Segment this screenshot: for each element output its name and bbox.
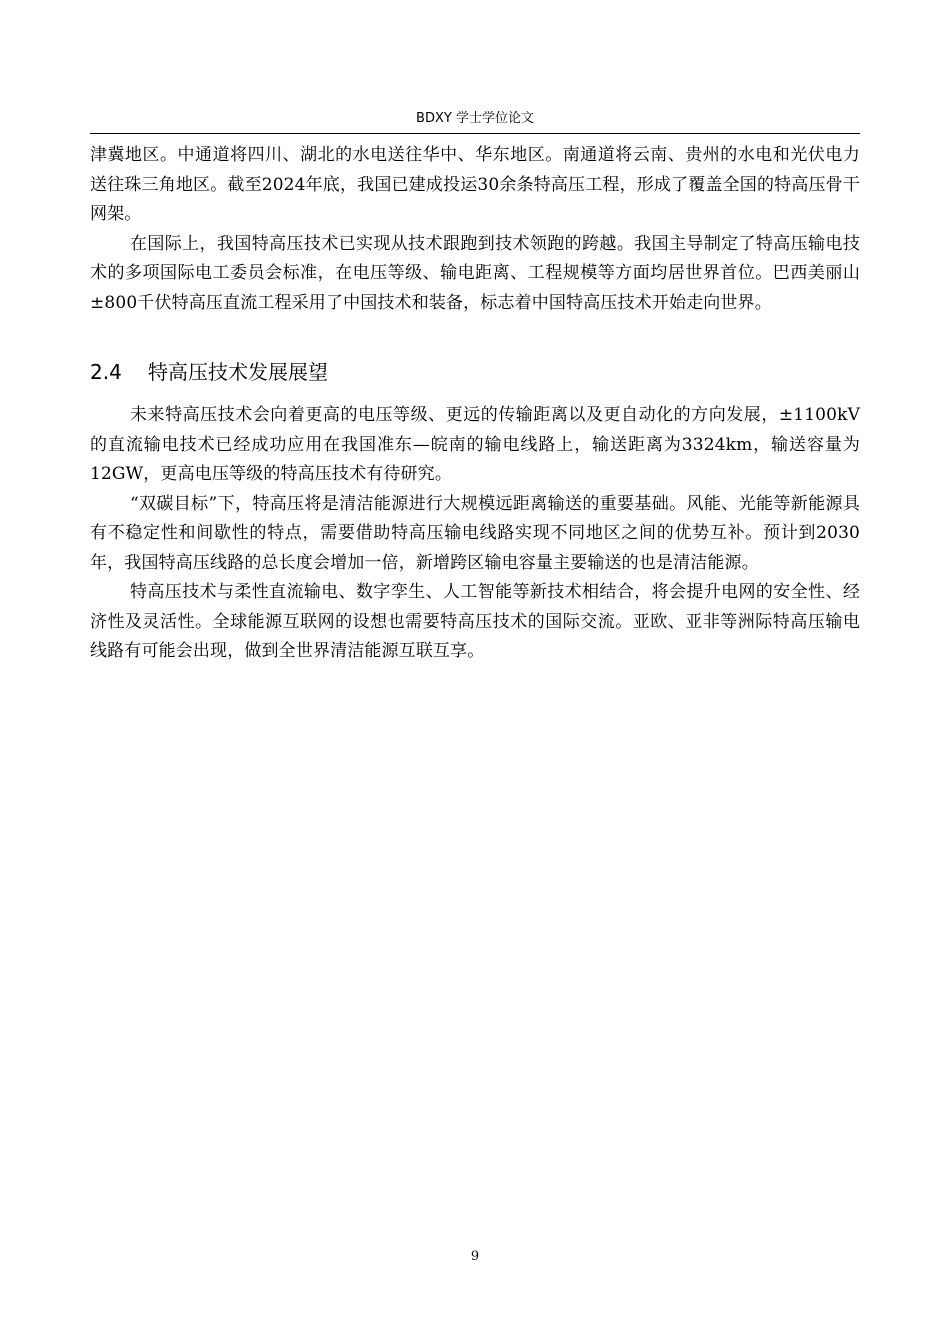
body-paragraph: 在国际上，我国特高压技术已实现从技术跟跑到技术领跑的跨越。我国主导制定了特高压输电技术的多项国际电工委员会标准，在电压等级、输电距离、工程规模等方面均居世界首位。巴西美丽山±800千伏特高压直流工程采用了中国技术和装备，标志着中国特高压技术开始走向世界。: [90, 233, 860, 313]
document-body: [90, 141, 860, 667]
body-paragraph: 津冀地区。中通道将四川、湖北的水电送往华中、华东地区。南通道将云南、贵州的水电和光伏电力送往珠三角地区。截至2024年底，我国已建成投运30余条特高压工程，形成了覆盖全国的特高压骨干网架。: [90, 145, 860, 224]
page-number: 9: [470, 1249, 480, 1264]
body-paragraph: 特高压技术与柔性直流输电、数字孪生、人工智能等新技术相结合，将会提升电网的安全性、经济性及灵活性。全球能源互联网的设想也需要特高压技术的国际交流。亚欧、亚非等洲际特高压输电线路有可能会出现，做到全世界清洁能源互联互享。: [90, 582, 860, 661]
body-paragraph: 未来特高压技术会向着更高的电压等级、更远的传输距离以及更自动化的方向发展，±1100kV的直流输电技术已经成功应用在我国准东—皖南的输电线路上，输送距离为3324km，输送容量为12GW，更高电压等级的特高压技术有待研究。: [90, 405, 860, 484]
running-header: BDXY 学士学位论文: [416, 111, 534, 126]
header-rule: [90, 133, 860, 134]
body-paragraph: “双碳目标”下，特高压将是清洁能源进行大规模远距离输送的重要基础。风能、光能等新能源具有不稳定性和间歇性的特点，需要借助特高压输电线路实现不同地区之间的优势互补。预计到2030年，我国特高压线路的总长度会增加一倍，新增跨区输电容量主要输送的也是清洁能源。: [90, 493, 860, 573]
section-title: 特高压技术发展展望: [148, 360, 328, 384]
section-number: 2.4: [90, 360, 122, 384]
section-heading: [90, 357, 860, 387]
